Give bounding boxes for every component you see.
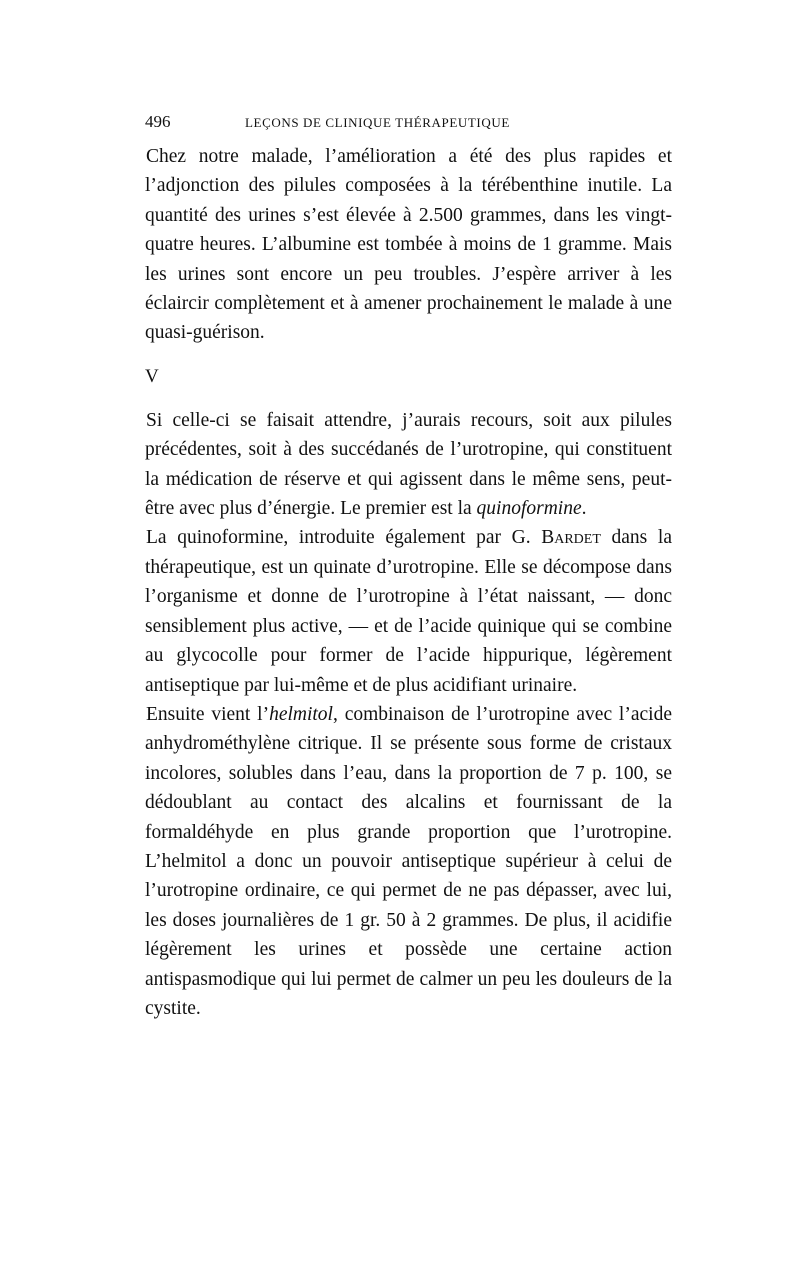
paragraph-3: [145, 523, 672, 699]
paragraph-2-emphasis: quinoformine: [476, 498, 582, 520]
running-title: LEÇONS DE CLINIQUE THÉRAPEUTIQUE: [245, 115, 510, 130]
section-heading: V: [145, 365, 159, 387]
page-body: [145, 142, 672, 1023]
paragraph-4-emphasis: helmitol: [269, 703, 333, 725]
paragraph-3-text-end: dans la thérapeutique, est un quinate d’urotropine. Elle se décompose dans l’organisme et donne de l’urotropine à l’état naissant, — donc sensiblement plus active, — et de l’acide quinique qui se combine au glycocolle pour former de l’acide hippurique, légèrement antiseptique par lui-même et de plus acidifiant urinaire.: [145, 527, 672, 696]
paragraph-1: Chez notre malade, l’amélioration a été des plus rapides et l’adjonction des pilules composées à la térébenthine inutile. La quantité des urines s’est élevée à 2.500 grammes, dans les vingt-quatre heures. L’albumine est tombée à moins de 1 gramme. Mais les urines sont encore un peu troubles. J’espère arriver à les éclaircir complètement et à amener prochainement le malade à une quasi-guérison.: [145, 146, 672, 344]
paragraph-4: [145, 700, 672, 1023]
paragraph-4-text-end: , combinaison de l’urotropine avec l’acide anhydrométhylène citrique. Il se présente sous forme de cristaux incolores, solubles dans l’eau, dans la proportion de 7 p. 100, se dédoublant au contact des alcalins et fournissant de la formaldéhyde en plus grande proportion que l’urotropine. L’helmitol a donc un pouvoir antiseptique supérieur à celui de l’urotropine ordinaire, ce qui permet de ne pas dépasser, avec lui, les doses journalières de 1 gr. 50 à 2 grammes. De plus, il acidifie légèrement les urines et possède une certaine action antispasmodique qui lui permet de calmer un peu les douleurs de la cystite.: [145, 703, 672, 1019]
paragraph-4-text-start: Ensuite vient l’: [146, 703, 270, 725]
paragraph-2: [145, 406, 672, 524]
paragraph-2-text-end: .: [581, 498, 587, 520]
paragraph-3-author-name: Bardet: [541, 527, 601, 549]
running-header: [145, 112, 672, 142]
paragraph-2-text-start: Si celle-ci se faisait attendre, j’aurais recours, soit aux pilules précédentes, soit à des succédanés de l’urotropine, qui constituent la médication de réserve et qui agissent dans le même sens, peut-être avec plus d’énergie. Le premier est la: [145, 409, 672, 520]
paragraph-3-text-start: La quinoformine, introduite également par G.: [146, 527, 542, 549]
page-number: 496: [145, 112, 171, 131]
book-page: [145, 112, 672, 1023]
